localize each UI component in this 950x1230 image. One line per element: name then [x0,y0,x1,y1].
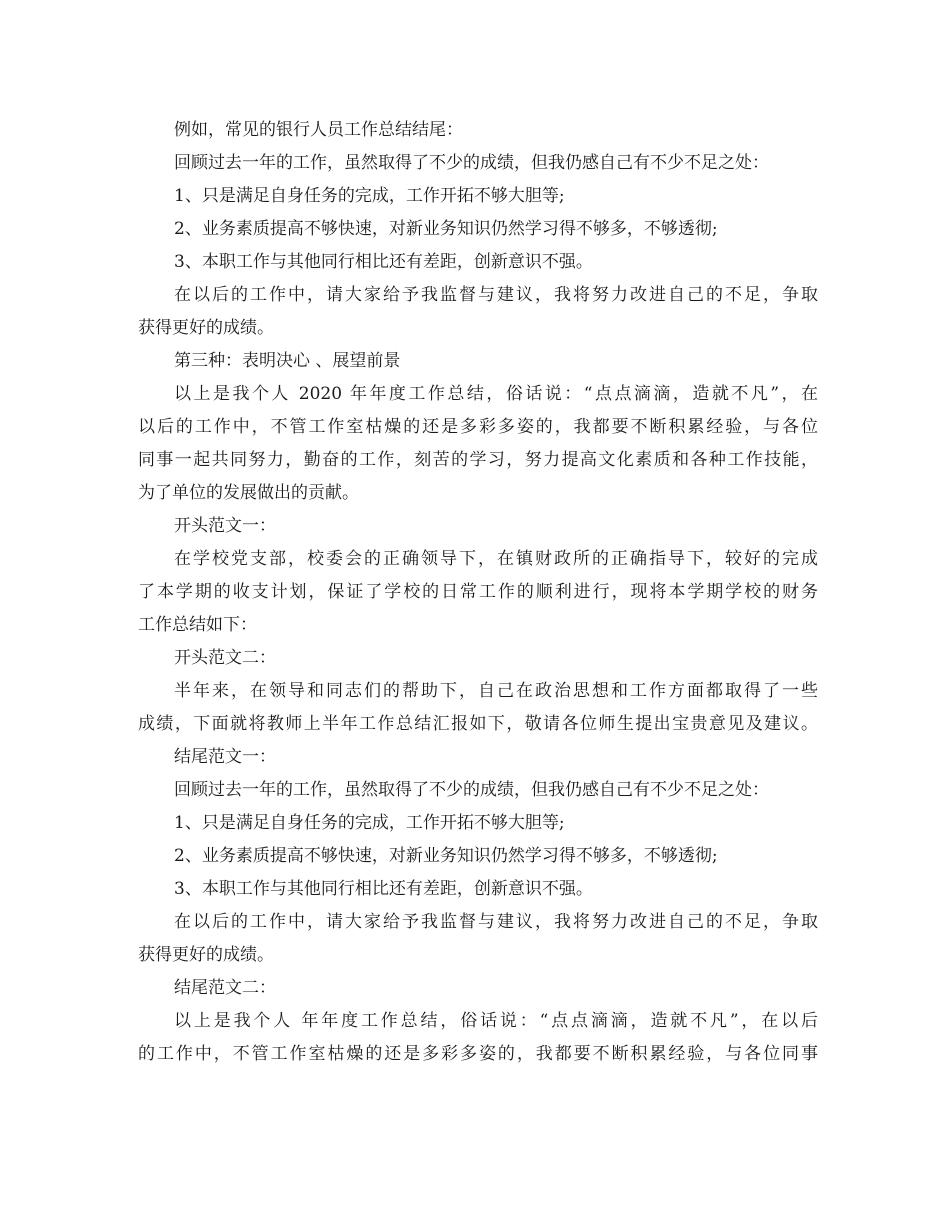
paragraph-line: 了本学期的收支计划，保证了学校的日常工作的顺利进行，现将本学期学校的财务 [138,582,818,602]
section-heading: 结尾范文一： [174,747,276,767]
paragraph-line: 获得更好的成绩。 [138,318,274,338]
paragraph-line: 同事一起共同努力，勤奋的工作，刻苦的学习，努力提高文化素质和各种工作技能， [138,450,818,470]
document-body [138,114,818,1071]
paragraph-line: 获得更好的成绩。 [138,945,274,965]
list-item: 3、本职工作与其他同行相比还有差距，创新意识不强。 [174,252,593,272]
section-heading: 开头范文一： [174,516,276,536]
paragraph-line: 以后的工作中，不管工作室枯燥的还是多彩多姿的，我都要不断积累经验，与各位 [138,417,818,437]
section-heading: 结尾范文二： [174,978,276,998]
paragraph-line: 在以后的工作中，请大家给予我监督与建议，我将努力改进自己的不足，争取 [174,912,818,932]
paragraph-line: 工作总结如下： [138,615,257,635]
paragraph-line: 在以后的工作中，请大家给予我监督与建议，我将努力改进自己的不足，争取 [174,285,818,305]
paragraph-line: 半年来，在领导和同志们的帮助下，自己在政治思想和工作方面都取得了一些 [174,681,818,701]
list-item: 2、业务素质提高不够快速，对新业务知识仍然学习得不够多，不够透彻; [174,219,718,239]
paragraph-line: 以上是我个人 年年度工作总结，俗话说：“点点滴滴，造就不凡”，在以后 [174,1011,818,1031]
paragraph-line: 为了单位的发展做出的贡献。 [138,483,359,503]
paragraph-line: 回顾过去一年的工作，虽然取得了不少的成绩，但我仍感自己有不少不足之处： [174,153,769,173]
paragraph-line: 成绩，下面就将教师上半年工作总结汇报如下，敬请各位师生提出宝贵意见及建议。 [138,714,818,734]
section-heading: 第三种：表明决心 、展望前景 [174,351,401,371]
section-heading: 开头范文二： [174,648,276,668]
list-item: 3、本职工作与其他同行相比还有差距，创新意识不强。 [174,879,593,899]
list-item: 2、业务素质提高不够快速，对新业务知识仍然学习得不够多，不够透彻; [174,846,718,866]
paragraph-line: 的工作中，不管工作室枯燥的还是多彩多姿的，我都要不断积累经验，与各位同事 [138,1044,818,1064]
list-item: 1、只是满足自身任务的完成，工作开拓不够大胆等; [174,186,565,206]
list-item: 1、只是满足自身任务的完成，工作开拓不够大胆等; [174,813,565,833]
paragraph-line: 在学校党支部，校委会的正确领导下，在镇财政所的正确指导下，较好的完成 [174,549,818,569]
paragraph-line: 回顾过去一年的工作，虽然取得了不少的成绩，但我仍感自己有不少不足之处： [174,780,769,800]
paragraph-line: 例如，常见的银行人员工作总结结尾： [174,120,463,140]
paragraph-line: 以上是我个人 2020 年年度工作总结，俗话说：“点点滴滴，造就不凡”，在 [174,384,818,404]
